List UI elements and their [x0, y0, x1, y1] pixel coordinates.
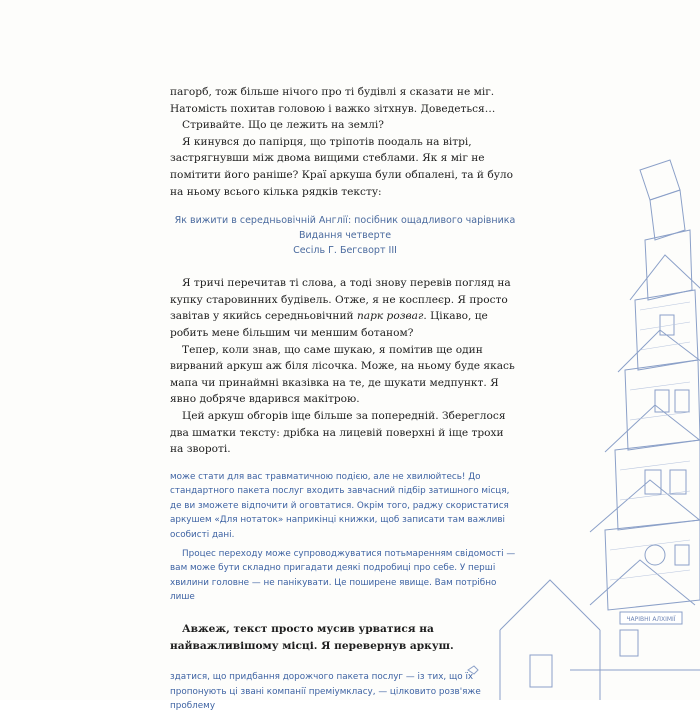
- quote-title: Як вижити в середньовічній Англії: посібник ощадливого чарівника: [174, 215, 516, 227]
- castle-tower-illustration: [440, 150, 700, 700]
- emphasis: парк розваг: [356, 310, 424, 323]
- paragraph: Тепер, коли знав, що саме шукаю, я помітив ще один вирваний аркуш аж біля лісочка. Може, на ньому буде якась мапа чи принаймні вказівка на те, де шукати медпункт. Я явно добряче вдарився макітрою.: [170, 343, 515, 406]
- shop-sign-text: ЧАРІВНІ АЛХІМІЇ: [626, 616, 676, 623]
- paragraph: Цей аркуш обгорів іще більше за попередній. Збереглося два шматки тексту: дрібка на лицевій поверхні й іще трохи на звороті.: [170, 409, 506, 456]
- quote-author: Сесіль Г. Бегсворт III: [293, 245, 397, 257]
- paragraph: Авжеж, текст просто мусив урватися на найважливішому місці. Я перевернув аркуш.: [170, 623, 454, 652]
- fragment-note: Процес переходу може супроводжуватися потьмаренням свідомості — вам може бути складно пригадати деякі подробиці про себе. У перші хвилини головне — не панікувати. Це поширене явище. Вам потрібно лише: [170, 548, 516, 603]
- paragraph: Я кинувся до папірця, що тріпотів поодаль на вітрі, застрягнувши між двома вищими стеблами. Як я міг не помітити його раніше? Краї аркуша були обпалені, та й було на ньому всього кілька рядків тексту:: [170, 135, 514, 198]
- paragraph: пагорб, тож більше нічого про ті будівлі я сказати не міг. Натомість похитав головою і важко зітхнув. Доведеться…: [170, 86, 496, 115]
- fragment-note: може стати для вас травматичною подією, але не хвилюйтесь! До стандартного пакета послуг входить завчасний підбір затишного місця, де ви зможете відпочити й оговтатися. Окрім того, раджу скористатися аркушем «Для нотаток» наприкінці книжки, щоб записати там важливі особисті дані.: [170, 471, 510, 541]
- fragment-note: здатися, що придбання дорожчого пакета послуг — із тих, що їх пропонують ці звані компанії преміумкласу, — цілковито розв'яже проблему: [170, 672, 481, 712]
- paragraph: Стривайте. Що це лежить на землі?: [182, 119, 384, 132]
- quote-edition: Видання четверте: [298, 230, 392, 242]
- paragraph: Я тричі перечитав ті слова, а тоді знову перевів погляд на купку старовинних будівель. Отже, я не косплеєр. Я просто завітав у якийсь середньовічний парк розваг. Цікаво, це робить мене більшим чи меншим ботаном?: [170, 277, 511, 339]
